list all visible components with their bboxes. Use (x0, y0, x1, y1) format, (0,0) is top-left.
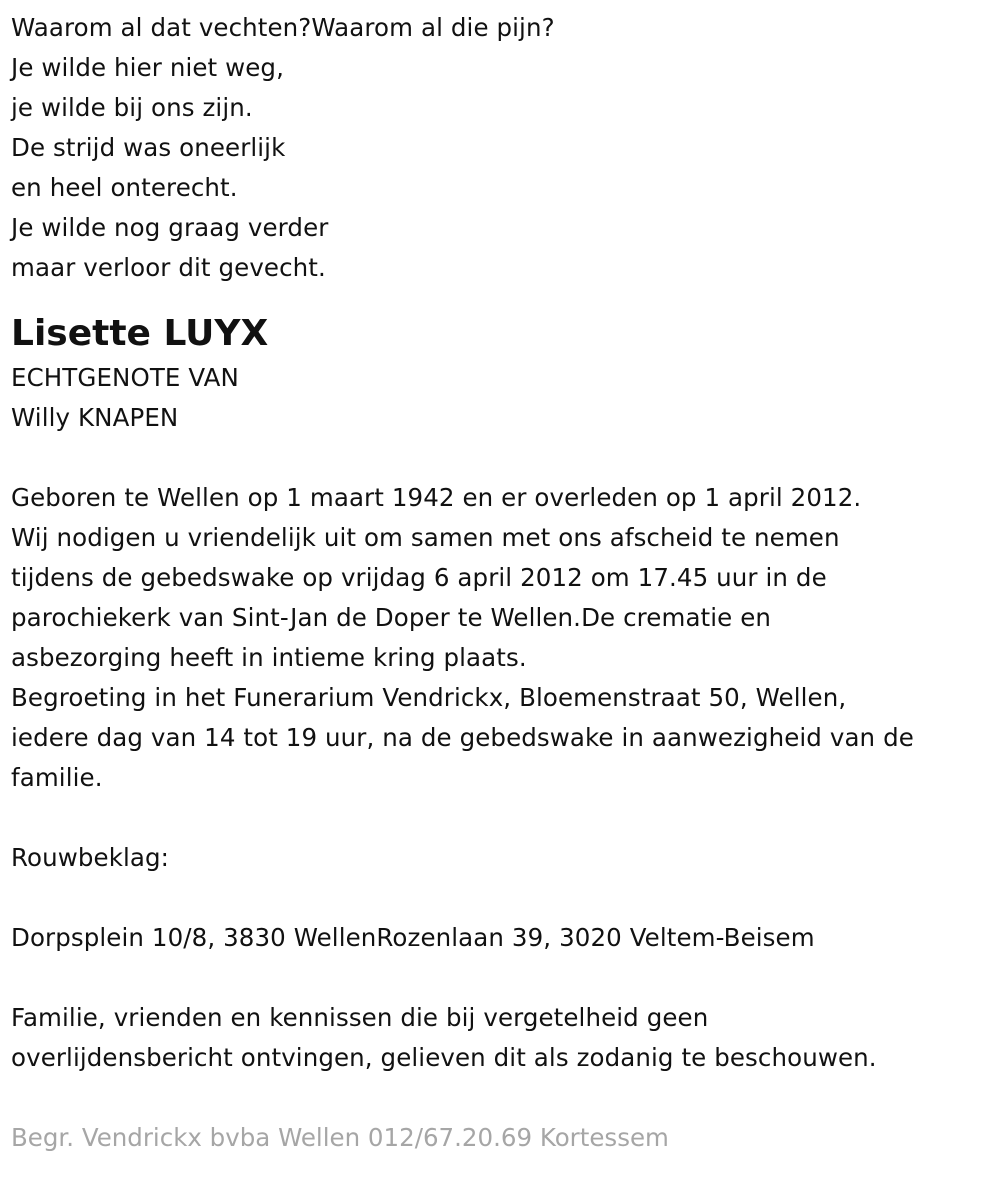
poem-line: maar verloor dit gevecht. (11, 253, 326, 282)
poem-line: Waarom al dat vechten?Waarom al die pijn? (11, 13, 555, 42)
notice-line: Familie, vrienden en kennissen die bij vergetelheid geen (11, 1003, 709, 1032)
relation-label: ECHTGENOTE VAN (11, 363, 239, 392)
spouse-name: Willy KNAPEN (11, 403, 179, 432)
poem-line: Je wilde hier niet weg, (11, 53, 284, 82)
announcement-line: familie. (11, 763, 103, 792)
poem-line: Je wilde nog graag verder (11, 213, 329, 242)
announcement-line: Begroeting in het Funerarium Vendrickx, Bloemenstraat 50, Wellen, (11, 683, 847, 712)
spacer (11, 798, 1000, 838)
announcement-line: Wij nodigen u vriendelijk uit om samen met ons afscheid te nemen (11, 523, 840, 552)
poem-line: en heel onterecht. (11, 173, 238, 202)
funeral-home-footer: Begr. Vendrickx bvba Wellen 012/67.20.69 Kortessem (11, 1123, 669, 1152)
spouse-block (11, 358, 1000, 438)
announcement-line: Geboren te Wellen op 1 maart 1942 en er overleden op 1 april 2012. (11, 483, 862, 512)
announcement-line: iedere dag van 14 tot 19 uur, na de gebedswake in aanwezigheid van de (11, 723, 914, 752)
announcement (11, 478, 1000, 1078)
spacer (11, 878, 1000, 918)
announcement-line: parochiekerk van Sint-Jan de Doper te Wellen.De crematie en (11, 603, 772, 632)
notice-line: overlijdensbericht ontvingen, gelieven dit als zodanig te beschouwen. (11, 1043, 877, 1072)
deceased-name: Lisette LUYX (11, 313, 269, 354)
announcement-line: asbezorging heeft in intieme kring plaats. (11, 643, 527, 672)
announcement-line: tijdens de gebedswake op vrijdag 6 april 2012 om 17.45 uur in de (11, 563, 827, 592)
poem (11, 8, 1000, 288)
condolences-label: Rouwbeklag: (11, 843, 170, 872)
condolences-addresses: Dorpsplein 10/8, 3830 WellenRozenlaan 39, 3020 Veltem-Beisem (11, 923, 815, 952)
poem-line: De strijd was oneerlijk (11, 133, 286, 162)
poem-line: je wilde bij ons zijn. (11, 93, 253, 122)
spacer (11, 958, 1000, 998)
